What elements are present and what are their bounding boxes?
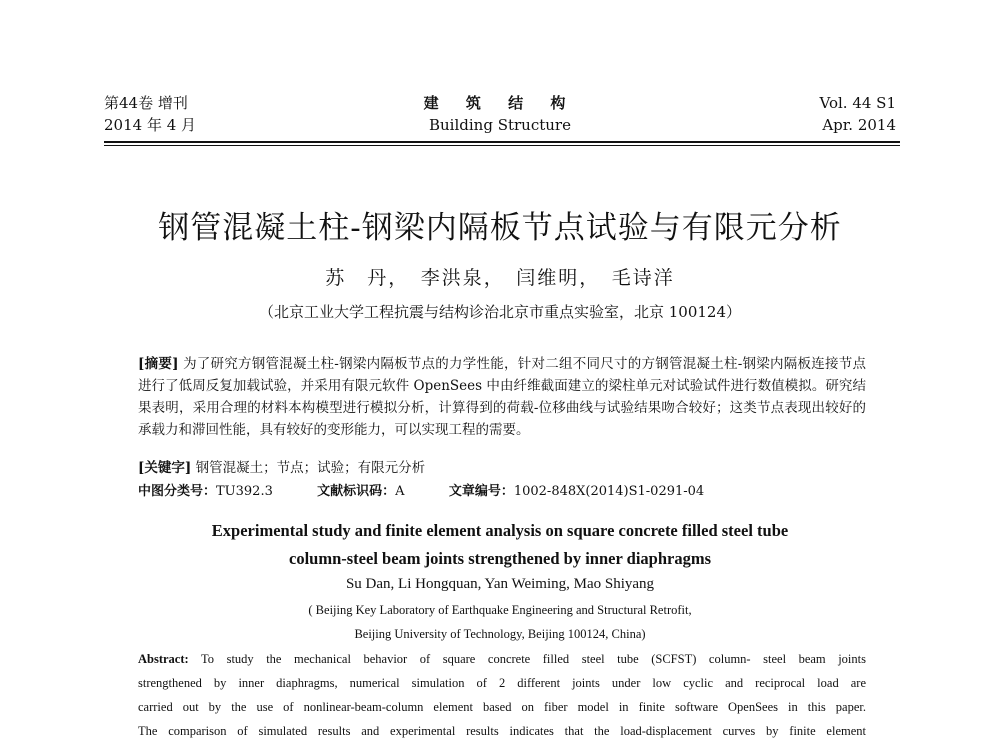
paper-title-cn: 钢管混凝土柱-钢梁内隔板节点试验与有限元分析 bbox=[158, 210, 842, 246]
authors-en: Su Dan, Li Hongquan, Yan Weiming, Mao Shiyang bbox=[345, 576, 655, 592]
article-number-value: 1002-848X(2014)S1-0291-04 bbox=[513, 484, 705, 499]
volume-issue-cn: 第44卷 增刊 bbox=[104, 94, 188, 112]
header-rule-thick bbox=[104, 141, 900, 143]
keywords-cn bbox=[138, 457, 866, 479]
abstract-cn bbox=[138, 353, 866, 441]
doc-code-value: A bbox=[395, 484, 405, 499]
abstract-en-line2: strengthened by inner diaphragms, numerical simulation of 2 different joints under low cyclic and reciprocal load are bbox=[138, 676, 866, 690]
affiliation-en-line1: ( Beijing Key Laboratory of Earthquake Engineering and Structural Retrofit, bbox=[308, 603, 692, 617]
abstract-cn-text: 为了研究方钢管混凝土柱-钢梁内隔板节点的力学性能，针对二组不同尺寸的方钢管混凝土柱-钢梁内隔板连接节点进行了低周反复加载试验，并采用有限元软件 OpenSees 中由纤维截面建立的梁柱单元对试验试件进行数值模拟。研究结果表明，采用合理的材料本构模型进行模拟分析，计算得到的荷载-位移曲线与试验结果吻合较好；这类节点表现出较好的承载力和滞回性能，具有较好的变形能力，可以实现工程的需要。 bbox=[138, 356, 866, 438]
clc-value: TU392.3 bbox=[216, 484, 273, 499]
abstract-en-line4: The comparison of simulated results and experimental results indicates that the load-displacement curves by finite element bbox=[138, 724, 866, 738]
article-number-label: 文章编号： bbox=[448, 484, 514, 499]
abstract-en-line1 bbox=[138, 647, 866, 671]
journal-volume-en bbox=[820, 92, 897, 136]
journal-name-en: Building Structure bbox=[429, 116, 571, 134]
paper-title-en-line1: Experimental study and finite element analysis on square concrete filled steel tube bbox=[211, 521, 789, 540]
date-en: Apr. 2014 bbox=[822, 116, 896, 134]
header-rule-thin bbox=[104, 145, 900, 146]
abstract-en-label: Abstract: bbox=[138, 652, 189, 666]
paper-title-en-line2: column-steel beam joints strengthened by inner diaphragms bbox=[289, 549, 711, 568]
affiliation-cn: （北京工业大学工程抗震与结构诊治北京市重点实验室，北京 100124） bbox=[258, 303, 742, 321]
keywords-cn-text: 钢管混凝土；节点；试验；有限元分析 bbox=[195, 460, 426, 476]
date-cn: 2014 年 4 月 bbox=[104, 116, 197, 134]
authors-cn: 苏 丹， 李洪泉， 闫维明， 毛诗洋 bbox=[325, 267, 675, 289]
affiliation-en-line2: Beijing University of Technology, Beijing 100124, China) bbox=[354, 627, 646, 641]
clc-label: 中图分类号： bbox=[138, 484, 217, 499]
abstract-cn-label: [摘要] bbox=[138, 356, 179, 372]
journal-name-cn: 建 筑 结 构 bbox=[423, 94, 577, 112]
abstract-en-text-1: To study the mechanical behavior of square concrete filled steel tube (SCFST) column- steel beam joints bbox=[201, 652, 866, 666]
doc-code-label: 文献标识码： bbox=[317, 484, 396, 499]
abstract-en-line3: carried out by the use of nonlinear-beam-column element based on fiber model in finite software OpenSees in this paper. bbox=[138, 700, 866, 714]
classification-row bbox=[138, 481, 866, 503]
keywords-cn-label: [关键字] bbox=[138, 460, 192, 476]
volume-issue-en: Vol. 44 S1 bbox=[819, 94, 896, 112]
